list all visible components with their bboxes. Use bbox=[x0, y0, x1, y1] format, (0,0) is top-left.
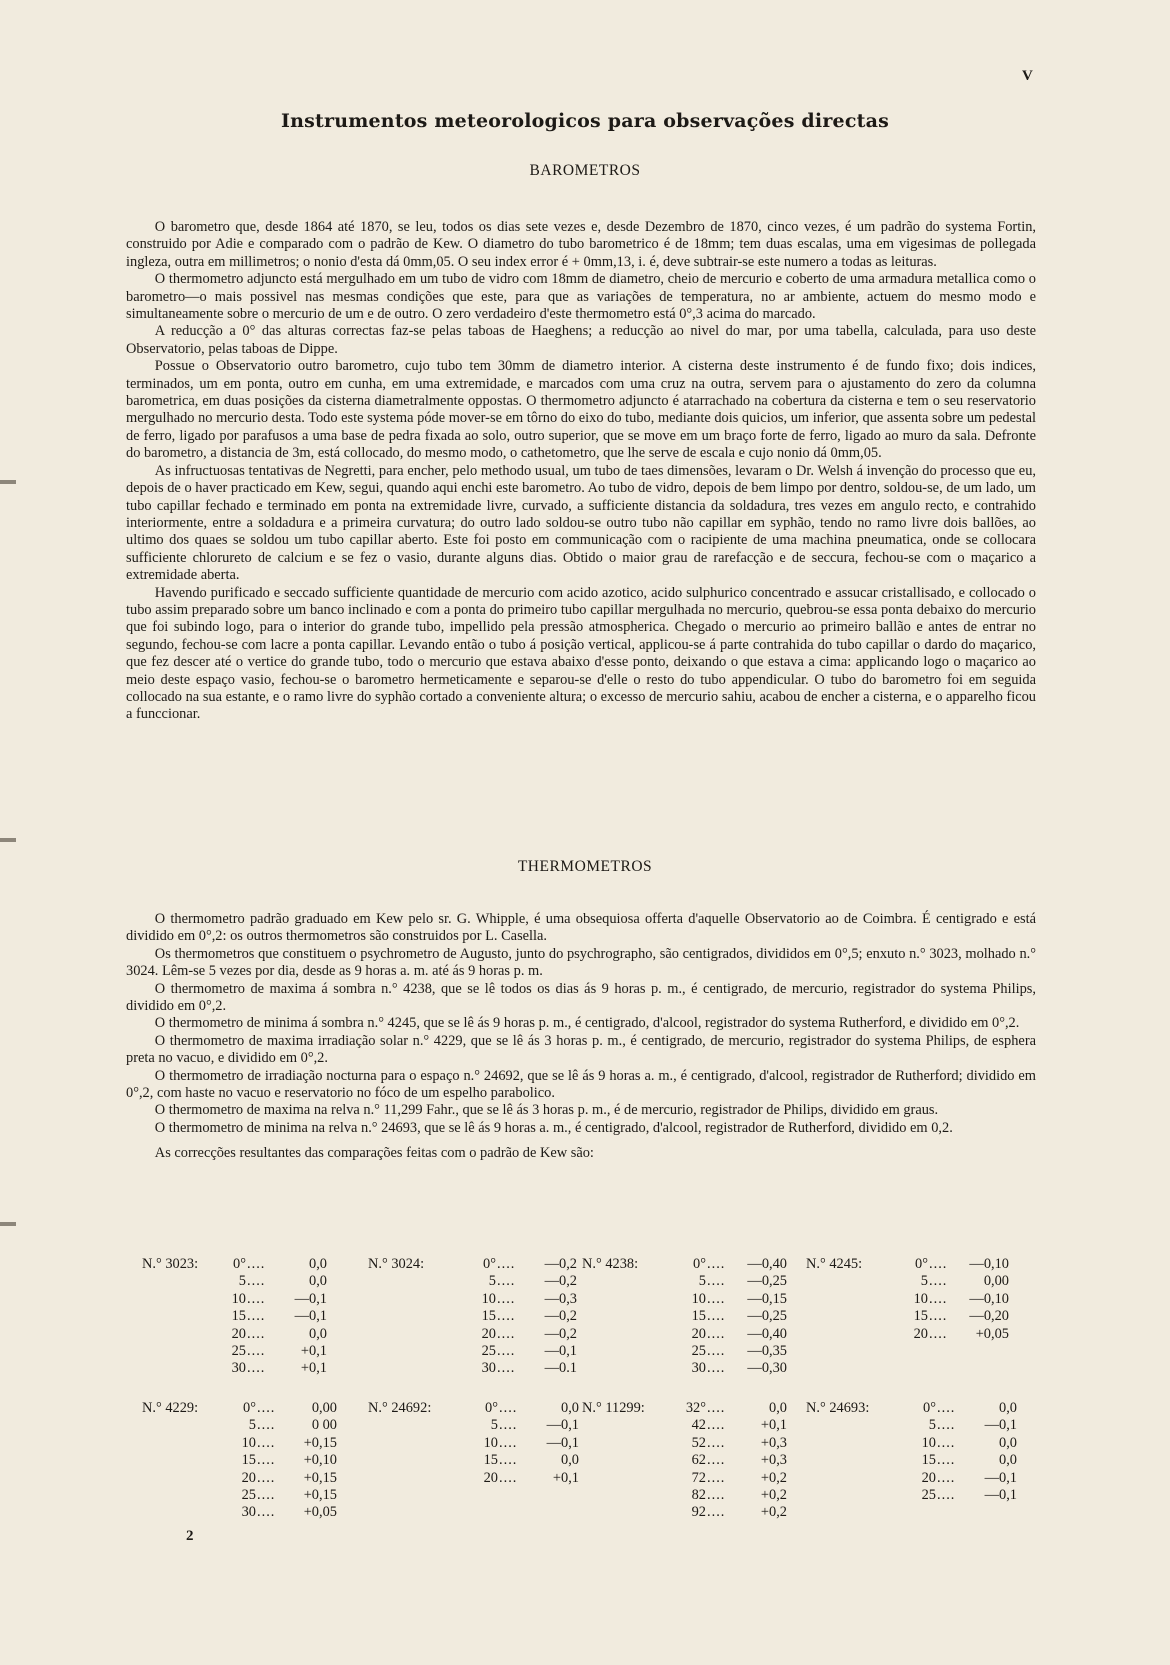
leader-dots: .... bbox=[707, 1308, 726, 1325]
temperature-cell: 5 bbox=[920, 1273, 928, 1290]
leader-dots: .... bbox=[929, 1290, 948, 1307]
temperature-cell: 32° bbox=[685, 1400, 706, 1416]
correction-cell: —0,2 bbox=[544, 1325, 577, 1342]
temperature-cell: 15 bbox=[921, 1452, 936, 1469]
temperature-cell: 0° bbox=[485, 1400, 498, 1416]
temperature-cell: 82 bbox=[691, 1486, 706, 1503]
table-row bbox=[208, 1326, 327, 1343]
signature-mark: 2 bbox=[186, 1528, 194, 1544]
correction-cell: —0,2 bbox=[544, 1256, 577, 1272]
paragraph: O thermometro padrão graduado em Kew pelo sr. G. Whipple, é uma obsequiosa offerta d'aquelle Observatorio ao de Coimbra. É centigrado e está dividido em 0°,2: os outros thermometros são construidos por L. Casella. bbox=[126, 911, 1036, 945]
table-row bbox=[668, 1256, 787, 1273]
correction-cell: —0,15 bbox=[747, 1290, 787, 1307]
correction-cell: +0,1 bbox=[760, 1417, 787, 1434]
leader-dots: .... bbox=[707, 1504, 726, 1521]
temperature-cell: 62 bbox=[691, 1452, 706, 1469]
table-row bbox=[668, 1470, 787, 1487]
table-row bbox=[668, 1487, 787, 1504]
table-row bbox=[668, 1400, 787, 1417]
temperature-cell: 5 bbox=[928, 1417, 936, 1434]
paragraph: Havendo purificado e seccado sufficiente quantidade de mercurio com acido azotico, acido sulphurico concentrado e assucar cristallisado, e collocado o tubo assim preparado sobre um banco inclinado e com a ponta do primeiro tubo capillar mergulhada no mercurio, quebrou-se essa ponta debaixo do mercurio que foi subindo logo, para o interior do grande tubo, impellido pela pressão atmospherica. Chegado o mercurio ao primeiro ballão e antes de entrar no segundo, fechou-se com lacre a ponta capillar. Levando então o tubo á posição vertical, applicou-se á parte contrahida do tubo capillar o dardo do maçarico, que fez descer até o vertice do grande tubo, todo o mercurio que estava abaixo d'esse ponto, deixando o que estava a cima: applicando logo o maçarico ao meio deste espaço vasio, fechou-se o barometro hermeticamente e separou-se d'elle o resto do tubo appendicular. O tubo do barometro foi em seguida collocado na sua estante, e o ramo livre do syphão cortado a conveniente altura; o excesso de mercurio sahiu, acabou de encher a cisterna, e o apparelho ficou a funccionar. bbox=[126, 584, 1036, 723]
temperature-cell: 15 bbox=[483, 1452, 498, 1469]
leader-dots: .... bbox=[499, 1452, 518, 1469]
temperature-cell: 92 bbox=[691, 1504, 706, 1521]
temperature-cell: 15 bbox=[913, 1308, 928, 1325]
leader-dots: .... bbox=[707, 1273, 726, 1290]
correction-cell: 0 00 bbox=[311, 1417, 337, 1434]
correction-cell: —0,30 bbox=[747, 1360, 787, 1377]
temperature-cell: 10 bbox=[913, 1290, 928, 1307]
table-row bbox=[898, 1470, 1017, 1487]
leader-dots: .... bbox=[707, 1290, 726, 1307]
table-row bbox=[898, 1435, 1017, 1452]
temperature-cell: 20 bbox=[483, 1469, 498, 1486]
binding-mark bbox=[0, 480, 16, 484]
leader-dots: .... bbox=[937, 1452, 956, 1469]
leader-dots: .... bbox=[257, 1434, 276, 1451]
leader-dots: .... bbox=[497, 1256, 516, 1272]
leader-dots: .... bbox=[497, 1360, 516, 1377]
correction-cell: —0,1 bbox=[984, 1486, 1017, 1503]
leader-dots: .... bbox=[499, 1400, 518, 1416]
table-row bbox=[208, 1343, 327, 1360]
leader-dots: .... bbox=[499, 1434, 518, 1451]
table-row bbox=[218, 1452, 337, 1469]
temperature-cell: 25 bbox=[241, 1486, 256, 1503]
table-row bbox=[208, 1273, 327, 1290]
table-row bbox=[460, 1417, 579, 1434]
temperature-cell: 20 bbox=[913, 1325, 928, 1342]
paragraph: O thermometro de minima na relva n.° 24693, que se lê ás 9 horas a. m., é centigrado, d'alcool, registrador de Rutherford, dividido em 0,2. bbox=[154, 1119, 953, 1136]
leader-dots: .... bbox=[257, 1504, 276, 1521]
table-row bbox=[668, 1417, 787, 1434]
correction-cell: 0,0 bbox=[309, 1273, 327, 1290]
binding-mark bbox=[0, 838, 16, 842]
correction-cell: 0,0 bbox=[999, 1434, 1017, 1451]
table-label: N.° 3024: bbox=[368, 1256, 425, 1272]
table-row bbox=[458, 1360, 577, 1377]
section-heading-thermometros: THERMOMETROS bbox=[517, 858, 653, 875]
table-row bbox=[458, 1308, 577, 1325]
temperature-cell: 0° bbox=[243, 1400, 256, 1416]
temperature-cell: 30 bbox=[241, 1504, 256, 1521]
table-row bbox=[890, 1308, 1009, 1325]
correction-cell: +0,2 bbox=[760, 1504, 787, 1521]
correction-cell: —0.1 bbox=[544, 1360, 577, 1377]
temperature-cell: 20 bbox=[241, 1469, 256, 1486]
leader-dots: .... bbox=[937, 1486, 956, 1503]
binding-mark bbox=[0, 1222, 16, 1226]
correction-cell: —0,1 bbox=[984, 1469, 1017, 1486]
correction-cell: —0,1 bbox=[294, 1308, 327, 1325]
leader-dots: .... bbox=[937, 1469, 956, 1486]
leader-dots: .... bbox=[257, 1400, 276, 1416]
temperature-cell: 20 bbox=[921, 1469, 936, 1486]
table-row bbox=[218, 1417, 337, 1434]
table-row bbox=[890, 1291, 1009, 1308]
temperature-cell: 5 bbox=[698, 1273, 706, 1290]
correction-cell: —0,1 bbox=[984, 1417, 1017, 1434]
leader-dots: .... bbox=[707, 1256, 726, 1272]
temperature-cell: 20 bbox=[231, 1325, 246, 1342]
correction-cell: —0,1 bbox=[294, 1290, 327, 1307]
temperature-cell: 10 bbox=[231, 1290, 246, 1307]
correction-cell: —0,3 bbox=[544, 1290, 577, 1307]
table-row bbox=[668, 1504, 787, 1521]
correction-cell: +0,15 bbox=[303, 1469, 337, 1486]
leader-dots: .... bbox=[929, 1325, 948, 1342]
temperature-cell: 0° bbox=[483, 1256, 496, 1272]
paragraph: O thermometro de minima á sombra n.° 4245, que se lê ás 9 horas p. m., é centigrado, d'alcool, registrador do systema Rutherford, e dividido em 0°,2. bbox=[154, 1015, 1020, 1032]
leader-dots: .... bbox=[257, 1452, 276, 1469]
table-row bbox=[460, 1452, 579, 1469]
leader-dots: .... bbox=[497, 1342, 516, 1359]
table-row bbox=[898, 1417, 1017, 1434]
correction-cell: +0,15 bbox=[303, 1434, 337, 1451]
table-row bbox=[208, 1308, 327, 1325]
temperature-cell: 25 bbox=[921, 1486, 936, 1503]
correction-cell: 0,0 bbox=[999, 1452, 1017, 1469]
temperature-cell: 25 bbox=[481, 1342, 496, 1359]
leader-dots: .... bbox=[929, 1273, 948, 1290]
table-row bbox=[460, 1470, 579, 1487]
leader-dots: .... bbox=[497, 1308, 516, 1325]
table-row bbox=[668, 1452, 787, 1469]
table-row bbox=[668, 1326, 787, 1343]
leader-dots: .... bbox=[707, 1434, 726, 1451]
correction-cell: —0,20 bbox=[969, 1308, 1009, 1325]
correction-cell: —0,2 bbox=[544, 1308, 577, 1325]
leader-dots: .... bbox=[707, 1360, 726, 1377]
table-row bbox=[898, 1452, 1017, 1469]
leader-dots: .... bbox=[707, 1452, 726, 1469]
correction-cell: —0,1 bbox=[546, 1417, 579, 1434]
correction-cell: —0,2 bbox=[544, 1273, 577, 1290]
temperature-cell: 0° bbox=[923, 1400, 936, 1416]
table-row bbox=[898, 1487, 1017, 1504]
correction-cell: +0,10 bbox=[303, 1452, 337, 1469]
table-row bbox=[668, 1343, 787, 1360]
paragraph: As infructuosas tentativas de Negretti, para encher, pelo methodo usual, um tubo de taes dimensões, levaram o Dr. Welsh á invenção do processo que eu, depois de o haver practicado em Kew, segui, quando aqui enchi este barometro. Ao tubo de vidro, depois de bem limpo por dentro, soldou-se, de um lado, um tubo capillar fechado e terminado em ponta na extremidade livre, curvado, a sufficiente distancia da soldadura, tres vezes em angulo recto, e contrahido interiormente, entre a soldadura e a primeira curvatura; do outro lado soldou-se outro tubo não capillar em syphão, tendo no ramo livre dois ballões, ao ultimo dos quaes se soldou um tubo capillar aberto. Este foi posto em communicação com o racipiente de uma machina pneumatica, onde se collocara sufficiente chlorureto de calcium e se fez o vasio, durante alguns dias. Obtido o maior grau de rarefacção e de seccura, fechou-se com o maçarico a extremidade aberta. bbox=[126, 462, 1036, 584]
temperature-cell: 5 bbox=[488, 1273, 496, 1290]
correction-cell: 0,0 bbox=[309, 1325, 327, 1342]
leader-dots: .... bbox=[247, 1360, 266, 1377]
table-row bbox=[668, 1360, 787, 1377]
leader-dots: .... bbox=[707, 1417, 726, 1434]
table-row bbox=[890, 1326, 1009, 1343]
table-row bbox=[208, 1360, 327, 1377]
table-label: N.° 4229: bbox=[142, 1400, 199, 1416]
temperature-cell: 72 bbox=[691, 1469, 706, 1486]
barometros-text bbox=[126, 219, 1036, 724]
leader-dots: .... bbox=[937, 1400, 956, 1416]
table-row bbox=[458, 1291, 577, 1308]
intro-to-tables: As correcções resultantes das comparações feitas com o padrão de Kew são: bbox=[154, 1145, 594, 1162]
leader-dots: .... bbox=[257, 1469, 276, 1486]
page-title: Instrumentos meteorologicos para observações directas bbox=[281, 110, 889, 132]
temperature-cell: 42 bbox=[691, 1417, 706, 1434]
paragraph: O thermometro adjuncto está mergulhado em um tubo de vidro com 18mm de diametro, cheio de mercurio e coberto de uma armadura metallica como o barometro—o mais possivel nas mesmas condições que este, para que as variações de temperatura, no ar ambiente, actuem do mesmo modo e simultaneamente sobre o mercurio de um e de outro. O zero verdadeiro d'este thermometro está 0°,3 acima do marcado. bbox=[126, 271, 1036, 323]
temperature-cell: 0° bbox=[693, 1256, 706, 1272]
correction-cell: —0,10 bbox=[969, 1290, 1009, 1307]
paragraph: O thermometro de irradiação nocturna para o espaço n.° 24692, que se lê ás 9 horas a. m., é centigrado, d'alcool, registrador de Rutherford; dividido em 0°,2, com haste no vacuo e reservatorio no fóco de um espelho parabolico. bbox=[126, 1067, 1036, 1102]
correction-cell: 0,0 bbox=[999, 1400, 1017, 1416]
leader-dots: .... bbox=[247, 1256, 266, 1272]
leader-dots: .... bbox=[929, 1256, 948, 1272]
leader-dots: .... bbox=[247, 1342, 266, 1359]
leader-dots: .... bbox=[929, 1308, 948, 1325]
temperature-cell: 52 bbox=[691, 1434, 706, 1451]
correction-cell: +0,1 bbox=[300, 1342, 327, 1359]
table-row bbox=[458, 1256, 577, 1273]
leader-dots: .... bbox=[499, 1417, 518, 1434]
table-row bbox=[460, 1435, 579, 1452]
temperature-cell: 5 bbox=[238, 1273, 246, 1290]
temperature-cell: 0° bbox=[233, 1256, 246, 1272]
leader-dots: .... bbox=[707, 1469, 726, 1486]
table-row bbox=[218, 1504, 337, 1521]
paragraph: A reducção a 0° das alturas correctas faz-se pelas taboas de Haeghens; a reducção ao nivel do mar, por uma tabella, calculada, para uso deste Observatorio, pelas taboas de Dippe. bbox=[126, 323, 1036, 357]
correction-cell: +0,3 bbox=[760, 1452, 787, 1469]
table-label: N.° 24693: bbox=[806, 1400, 870, 1416]
table-row bbox=[668, 1435, 787, 1452]
correction-cell: +0,1 bbox=[552, 1469, 579, 1486]
leader-dots: .... bbox=[497, 1273, 516, 1290]
paragraph: Os thermometros que constituem o psychrometro de Augusto, junto do psychrographo, são centigrados, divididos em 0°,5; enxuto n.° 3023, molhado n.° 3024. Lêm-se 5 vezes por dia, desde as 9 horas a. m. até ás 9 horas p. m. bbox=[126, 945, 1036, 980]
correction-cell: —0,1 bbox=[544, 1342, 577, 1359]
paragraph: O thermometro de maxima á sombra n.° 4238, que se lê todos os dias ás 9 horas p. m., é centigrado, de mercurio, registrador do systema Philips, dividido em 0°,2. bbox=[126, 980, 1036, 1015]
correction-tables-row bbox=[142, 1256, 1042, 1406]
table-label: N.° 24692: bbox=[368, 1400, 432, 1416]
correction-cell: +0,3 bbox=[760, 1434, 787, 1451]
leader-dots: .... bbox=[247, 1273, 266, 1290]
temperature-cell: 5 bbox=[490, 1417, 498, 1434]
correction-cell: —0,25 bbox=[747, 1308, 787, 1325]
correction-cell: —0,40 bbox=[747, 1325, 787, 1342]
temperature-cell: 10 bbox=[241, 1434, 256, 1451]
leader-dots: .... bbox=[937, 1417, 956, 1434]
table-row bbox=[668, 1273, 787, 1290]
table-row bbox=[668, 1308, 787, 1325]
temperature-cell: 20 bbox=[481, 1325, 496, 1342]
correction-cell: 0,0 bbox=[769, 1400, 787, 1416]
temperature-cell: 30 bbox=[231, 1360, 246, 1377]
leader-dots: .... bbox=[937, 1434, 956, 1451]
leader-dots: .... bbox=[257, 1486, 276, 1503]
leader-dots: .... bbox=[247, 1325, 266, 1342]
table-row bbox=[458, 1273, 577, 1290]
temperature-cell: 25 bbox=[691, 1342, 706, 1359]
temperature-cell: 30 bbox=[481, 1360, 496, 1377]
table-label: N.° 11299: bbox=[582, 1400, 645, 1416]
correction-cell: +0,2 bbox=[760, 1469, 787, 1486]
table-row bbox=[898, 1400, 1017, 1417]
leader-dots: .... bbox=[247, 1290, 266, 1307]
correction-tables-row bbox=[142, 1400, 1042, 1550]
paragraph: Possue o Observatorio outro barometro, cujo tubo tem 30mm de diametro interior. A cisterna deste instrumento é de fundo fixo; dois indices, terminados, um em ponta, outro em cunha, em uma extremidade, e marcados com uma cruz na outra, servem para o ajustamento do zero da columna barometrica, em duas posições da cisterna diametralmente oppostas. O thermometro adjuncto é atarrachado na cobertura da cisterna e tem o seu reservatorio mergulhado no mercurio desta. Todo este systema póde mover-se em tôrno do eixo do tubo, mediante dois quicios, um inferior, que assenta sobre um pedestal de ferro, ligado por parafusos a uma base de pedra fixada ao solo, outro superior, que se move em um braço forte de ferro, ligado ao muro da sala. Defronte do barometro, a distancia de 3m, está collocado, do mesmo modo, o cathetometro, que lhe serve de escala e cujo nonio dá 0mm,05. bbox=[126, 358, 1036, 462]
temperature-cell: 10 bbox=[691, 1290, 706, 1307]
table-row bbox=[458, 1326, 577, 1343]
leader-dots: .... bbox=[497, 1290, 516, 1307]
paragraph: O barometro que, desde 1864 até 1870, se leu, todos os dias sete vezes e, desde Dezembro de 1870, cinco vezes, é um padrão do systema Fortin, construido por Adie e comparado com o padrão de Kew. O diametro do tubo barometrico é de 18mm; tem duas escalas, uma em vigesimas de pollegada ingleza, outra em millimetros; o nonio d'esta dá 0mm,05. O seu index error é + 0mm,13, i. é, deve subtrair-se este numero a todas as leituras. bbox=[126, 219, 1036, 270]
correction-cell: —0,25 bbox=[747, 1273, 787, 1290]
leader-dots: .... bbox=[707, 1342, 726, 1359]
temperature-cell: 20 bbox=[691, 1325, 706, 1342]
table-row bbox=[460, 1400, 579, 1417]
table-row bbox=[218, 1435, 337, 1452]
temperature-cell: 15 bbox=[241, 1452, 256, 1469]
paragraph: O thermometro de maxima irradiação solar n.° 4229, que se lê ás 3 horas p. m., é centigrado, de mercurio, registrador do systema Philips, de esphera preta no vacuo, e dividido em 0°,2. bbox=[126, 1032, 1036, 1067]
temperature-cell: 0° bbox=[915, 1256, 928, 1272]
table-row bbox=[208, 1291, 327, 1308]
table-row bbox=[218, 1400, 337, 1417]
table-row bbox=[668, 1291, 787, 1308]
temperature-cell: 15 bbox=[481, 1308, 496, 1325]
temperature-cell: 10 bbox=[483, 1434, 498, 1451]
table-row bbox=[890, 1256, 1009, 1273]
temperature-cell: 15 bbox=[691, 1308, 706, 1325]
table-label: N.° 3023: bbox=[142, 1256, 199, 1272]
leader-dots: .... bbox=[499, 1469, 518, 1486]
leader-dots: .... bbox=[257, 1417, 276, 1434]
table-row bbox=[890, 1273, 1009, 1290]
table-row bbox=[208, 1256, 327, 1273]
thermometros-text bbox=[126, 911, 1036, 1163]
correction-cell: —0,40 bbox=[747, 1256, 787, 1272]
table-row bbox=[218, 1487, 337, 1504]
temperature-cell: 10 bbox=[921, 1434, 936, 1451]
correction-cell: 0,0 bbox=[561, 1400, 579, 1416]
correction-cell: 0,0 bbox=[309, 1256, 327, 1272]
section-heading-barometros: BAROMETROS bbox=[529, 162, 641, 179]
leader-dots: .... bbox=[247, 1308, 266, 1325]
leader-dots: .... bbox=[707, 1400, 726, 1416]
correction-cell: 0,0 bbox=[561, 1452, 579, 1469]
correction-cell: 0,00 bbox=[311, 1400, 337, 1416]
correction-cell: +0,2 bbox=[760, 1486, 787, 1503]
table-label: N.° 4238: bbox=[582, 1256, 639, 1272]
temperature-cell: 15 bbox=[231, 1308, 246, 1325]
table-label: N.° 4245: bbox=[806, 1256, 863, 1272]
temperature-cell: 30 bbox=[691, 1360, 706, 1377]
paragraph: O thermometro de maxima na relva n.° 11,299 Fahr., que se lê ás 3 horas p. m., é de mercurio, registrador de Philips, dividido em graus. bbox=[154, 1102, 939, 1119]
correction-cell: —0,10 bbox=[969, 1256, 1009, 1272]
temperature-cell: 5 bbox=[248, 1417, 256, 1434]
correction-cell: 0,00 bbox=[983, 1273, 1009, 1290]
leader-dots: .... bbox=[707, 1486, 726, 1503]
temperature-cell: 10 bbox=[481, 1290, 496, 1307]
correction-cell: +0,1 bbox=[300, 1360, 327, 1377]
correction-cell: —0,1 bbox=[546, 1434, 579, 1451]
correction-cell: —0,35 bbox=[747, 1342, 787, 1359]
page-number: V bbox=[1022, 68, 1033, 84]
temperature-cell: 25 bbox=[231, 1342, 246, 1359]
correction-cell: +0,05 bbox=[303, 1504, 337, 1521]
table-row bbox=[218, 1470, 337, 1487]
table-row bbox=[458, 1343, 577, 1360]
leader-dots: .... bbox=[497, 1325, 516, 1342]
correction-cell: +0,15 bbox=[303, 1486, 337, 1503]
leader-dots: .... bbox=[707, 1325, 726, 1342]
correction-cell: +0,05 bbox=[975, 1325, 1009, 1342]
